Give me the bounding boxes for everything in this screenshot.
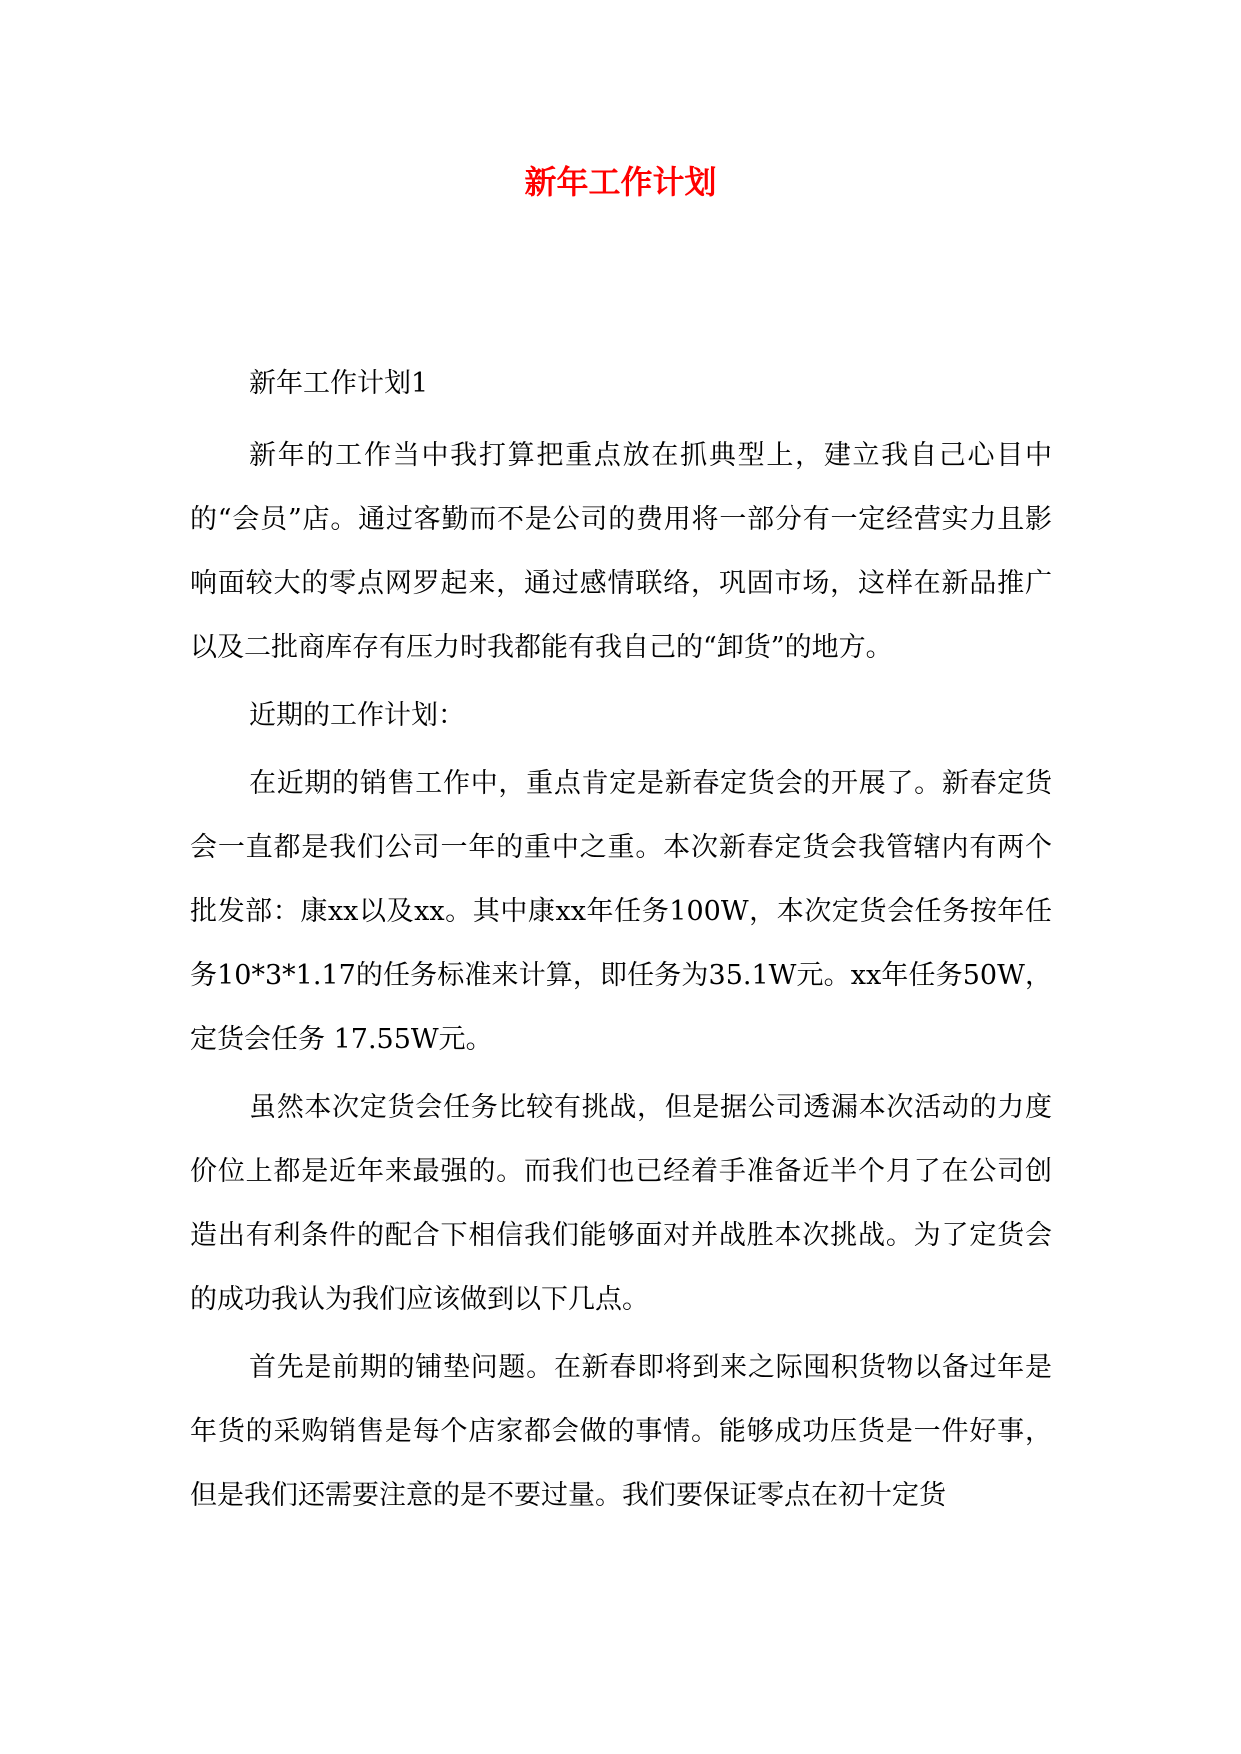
paragraph-5: 首先是前期的铺垫问题。在新春即将到来之际囤积货物以备过年是年货的采购销售是每个店家都会做的事情。能够成功压货是一件好事，但是我们还需要注意的是不要过量。我们要保证零点在初十定货: [190, 1352, 1052, 1511]
document-title: 新年工作计划: [524, 163, 717, 201]
paragraph-1: 新年的工作当中我打算把重点放在抓典型上，建立我自己心目中的“会员”店。通过客勤而不是公司的费用将一部分有一定经营实力且影响面较大的零点网罗起来，通过感情联络，巩固市场，这样在新品推广以及二批商库存有压力时我都能有我自己的“卸货”的地方。: [190, 440, 1052, 663]
section-heading: 新年工作计划1: [249, 368, 429, 399]
paragraph-4: 虽然本次定货会任务比较有挑战，但是据公司透漏本次活动的力度价位上都是近年来最强的。而我们也已经着手准备近半个月了在公司创造出有利条件的配合下相信我们能够面对并战胜本次挑战。为了定货会的成功我认为我们应该做到以下几点。: [190, 1092, 1052, 1315]
paragraph-2: 近期的工作计划：: [249, 700, 465, 731]
document-body: [190, 424, 1052, 1528]
paragraph-3: 在近期的销售工作中，重点肯定是新春定货会的开展了。新春定货会一直都是我们公司一年的重中之重。本次新春定货会我管辖内有两个批发部：康xx以及xx。其中康xx年任务100W，本次定货会任务按年任务10*3*1.17的任务标准来计算，即任务为35.1W元。xx年任务50W，定货会任务 17.55W元。: [190, 768, 1052, 1055]
